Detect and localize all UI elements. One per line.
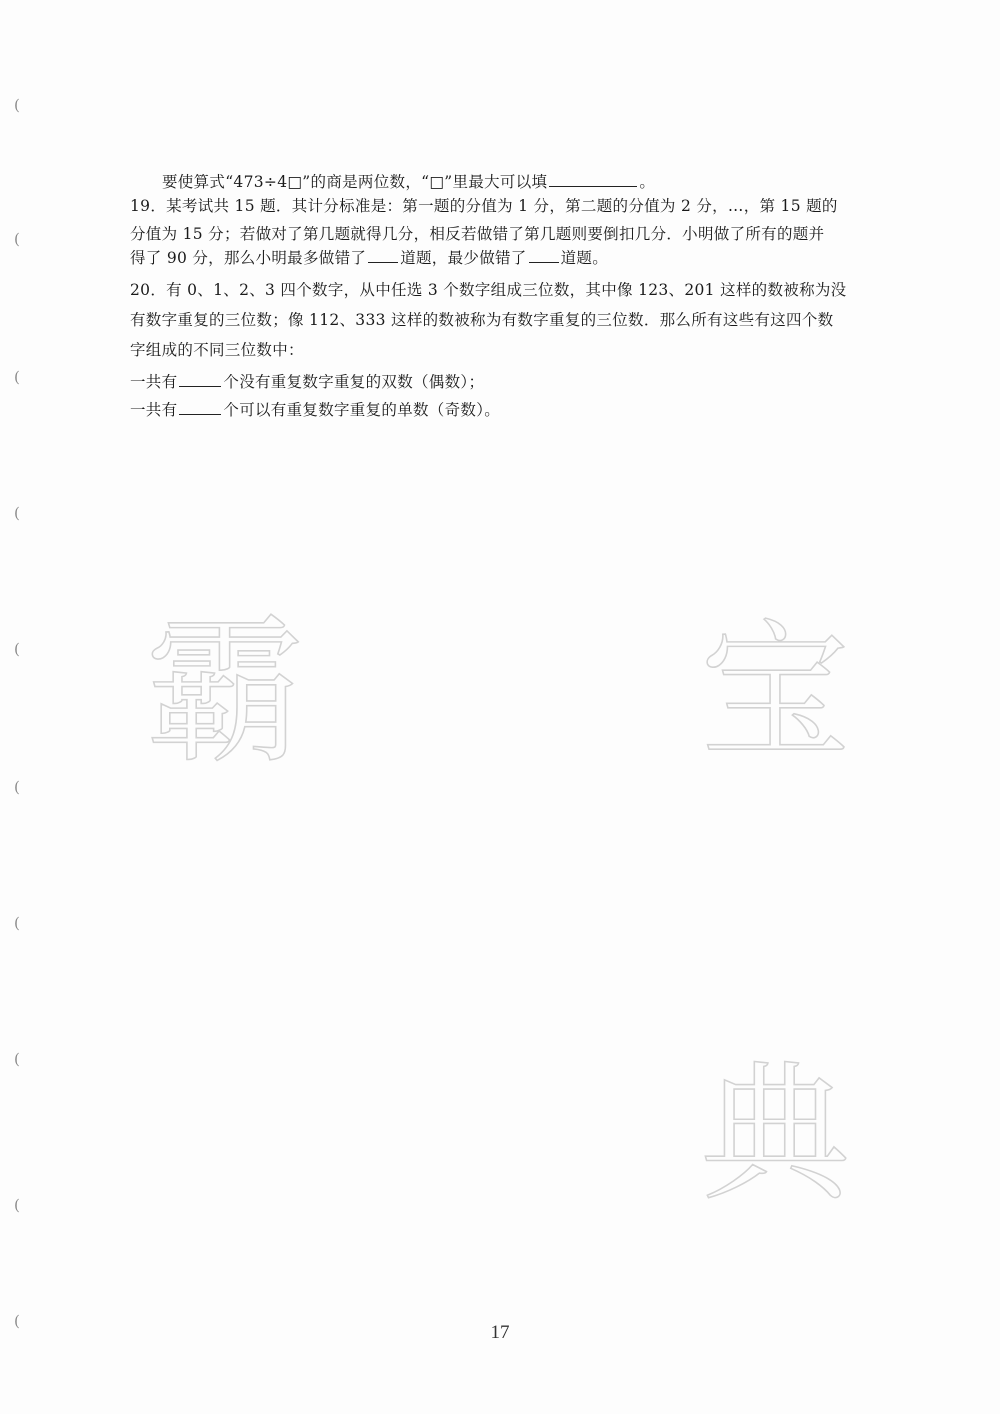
watermark-char-1: 霸: [145, 598, 306, 785]
question-19-line-1: 19．某考试共 15 题．其计分标准是：第一题的分值为 1 分，第二题的分值为 2 分，…，第 15 题的: [130, 197, 838, 215]
binding-mark: (: [14, 914, 20, 932]
question-20-sub-2-a: 一共有: [130, 401, 178, 419]
watermark-char-3: 典: [700, 1048, 851, 1222]
question-19-line-3: [130, 248, 608, 268]
question-19-text-b: 道题，最少做错了: [400, 249, 527, 267]
question-20-line-3: 字组成的不同三位数中：: [130, 341, 304, 359]
binding-mark: (: [14, 368, 20, 386]
binding-mark: (: [14, 230, 20, 248]
binding-mark: (: [14, 778, 20, 796]
watermark-char-2: 宝: [700, 606, 851, 780]
binding-mark: (: [14, 1196, 20, 1214]
question-20-sub-2-b: 个可以有重复数字重复的单数（奇数）。: [223, 401, 501, 419]
answer-blank-q18[interactable]: [549, 172, 637, 187]
question-20-sub-1-a: 一共有: [130, 373, 178, 391]
question-20-line-2: 有数字重复的三位数；像 112、333 这样的数被称为有数字重复的三位数．那么所有这些有这四个数: [130, 311, 834, 329]
question-18-line: [162, 172, 655, 192]
answer-blank-q20-odd[interactable]: [179, 400, 221, 415]
binding-hole-marks: [14, 0, 34, 1414]
question-18-end: 。: [639, 173, 656, 191]
binding-mark: (: [14, 1050, 20, 1068]
question-20-sub-1-b: 个没有重复数字重复的双数（偶数）；: [223, 373, 485, 391]
binding-mark: (: [14, 504, 20, 522]
question-19-text-c: 道题。: [560, 249, 608, 267]
question-18-text: 要使算式“473÷4□”的商是两位数，“□”里最大可以填: [162, 173, 548, 191]
page-number: 17: [490, 1322, 510, 1343]
binding-mark: (: [14, 640, 20, 658]
question-20-sub-1: [130, 372, 484, 392]
answer-blank-q19-max[interactable]: [368, 248, 398, 263]
answer-blank-q20-even[interactable]: [179, 372, 221, 387]
question-19-line-2: 分值为 15 分；若做对了第几题就得几分，相反若做错了第几题则要倒扣几分．小明做了所有的题并: [130, 225, 825, 243]
question-20-sub-2: [130, 400, 500, 420]
binding-mark: (: [14, 1312, 20, 1330]
question-19-text-a: 得了 90 分，那么小明最多做错了: [130, 249, 367, 267]
question-20-line-1: 20．有 0、1、2、3 四个数字，从中任选 3 个数字组成三位数，其中像 123、201 这样的数被称为没: [130, 281, 847, 299]
binding-mark: (: [14, 96, 20, 114]
answer-blank-q19-min[interactable]: [529, 248, 559, 263]
